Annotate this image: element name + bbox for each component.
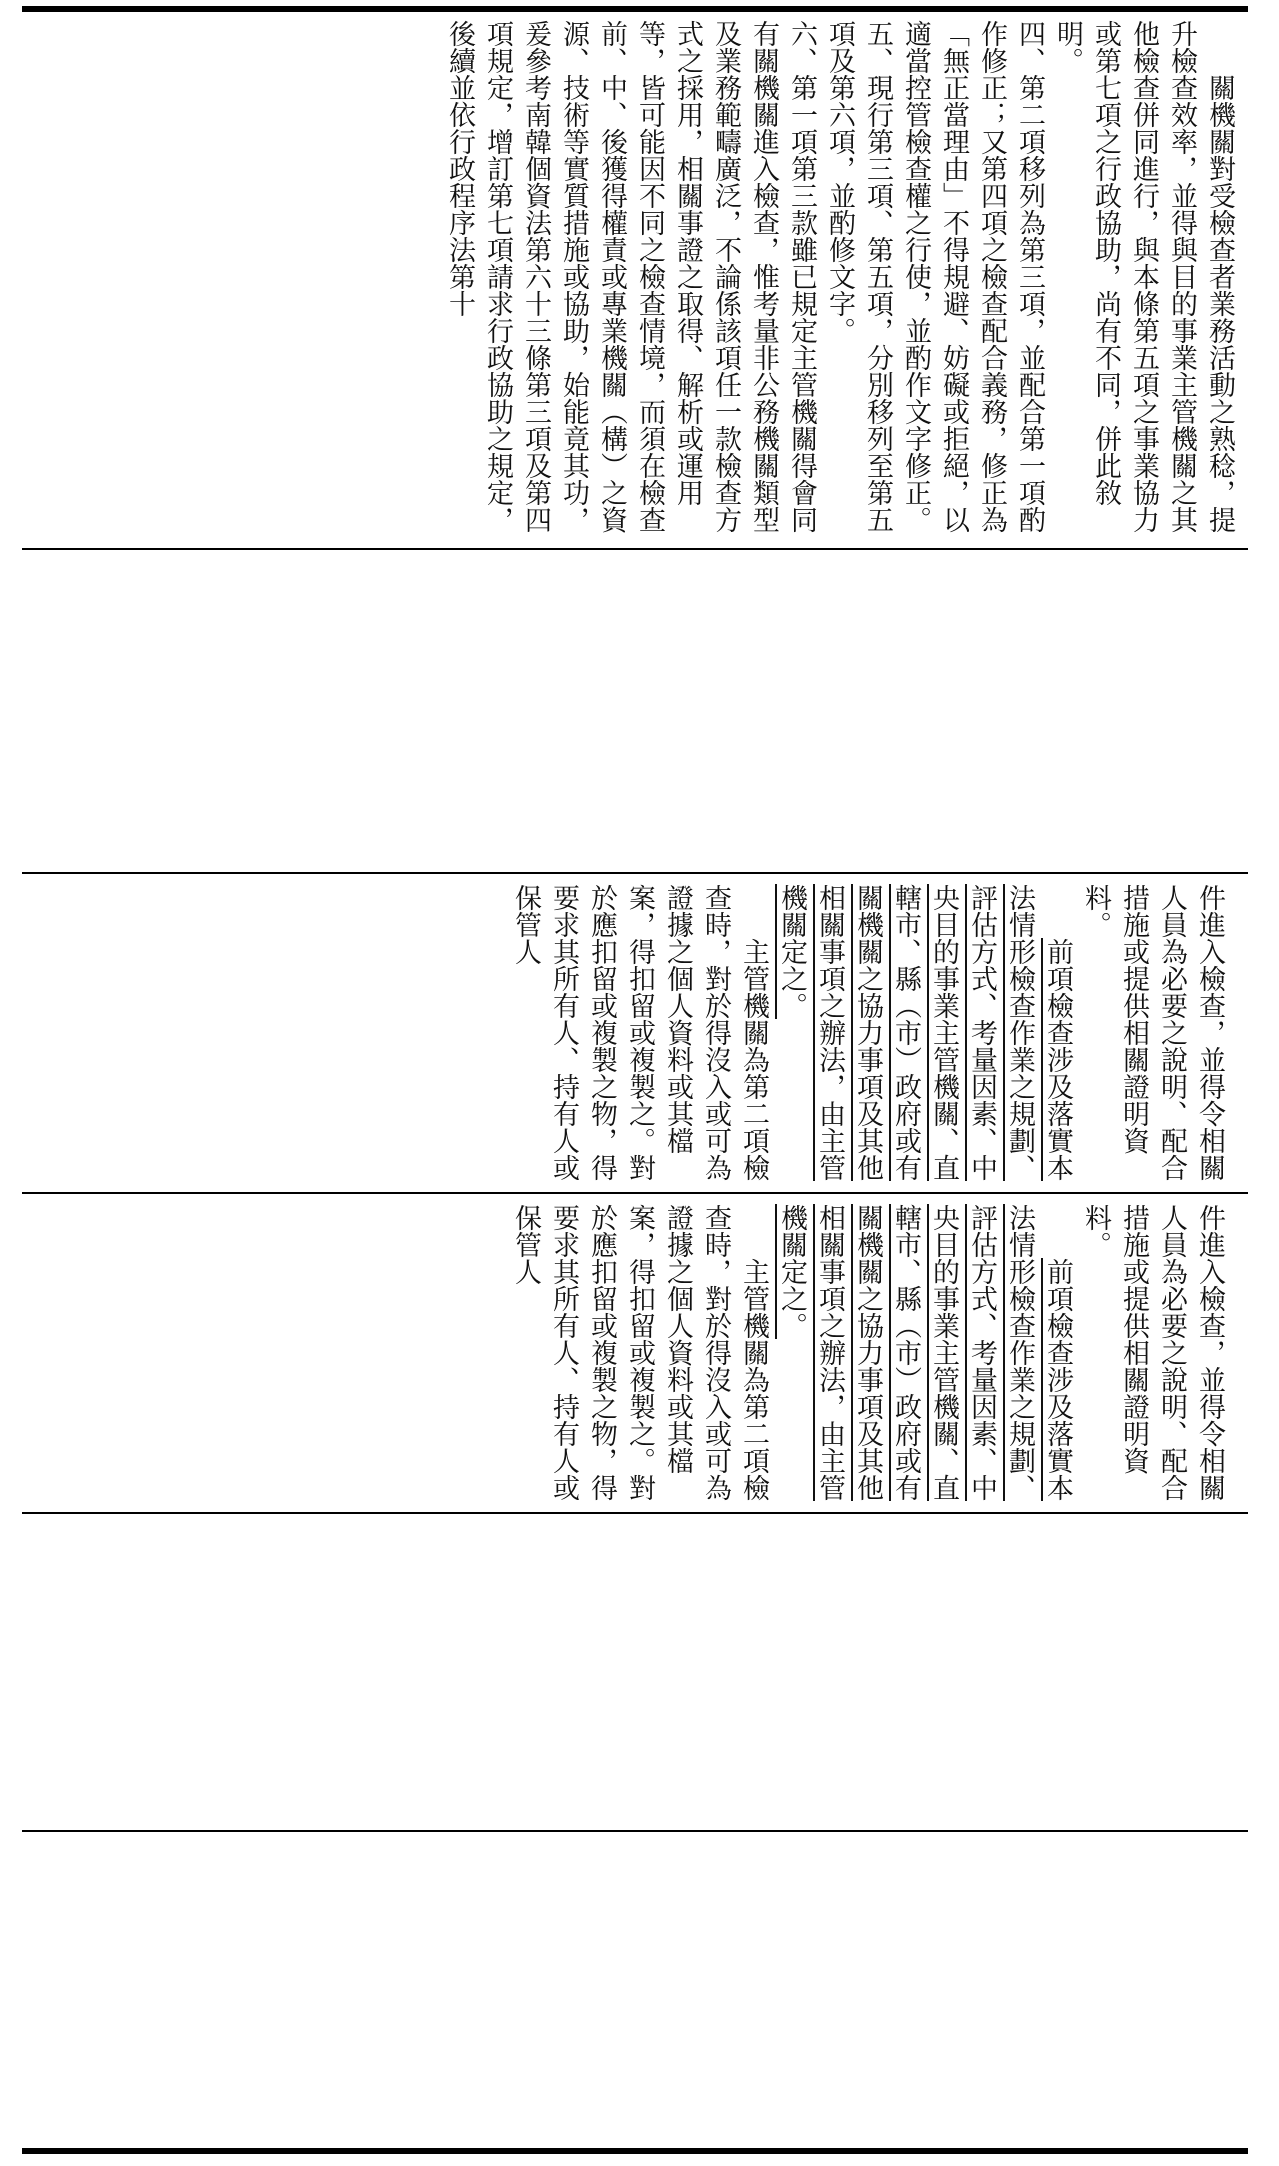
current-para-3: 主管機關為第二項檢查時，對於得沒入或可為證據之個人資料或其檔案，得扣留或複製之。對於應扣留或複製之物，得要求其所有人、持有人或保管人 <box>510 1204 769 1501</box>
band-divider-1 <box>22 548 1248 550</box>
explanation-para-1: 關機關對受檢查者業務活動之熟稔，提升檢查效率，並得與目的事業主管機關之其他檢查併同進行，與本條第五項之事業協力或第七項之行政協助，尚有不同，併此敘明。 <box>1052 20 1235 533</box>
band-divider-2 <box>22 872 1248 874</box>
band-divider-4 <box>22 1512 1248 1514</box>
band-divider-3 <box>22 1192 1248 1194</box>
explanation-band <box>22 20 1248 540</box>
bottom-rule <box>22 2148 1248 2154</box>
explanation-para-3: 五、現行第三項、第五項，分別移列至第五項及第六項，並酌修文字。 <box>824 20 893 533</box>
amended-provision-band <box>22 884 1248 1184</box>
current-para-2: 前項檢查涉及落實本法情形檢查作業之規劃、評估方式、考量因素、中央目的事業主管機關、直轄市、縣（市）政府或有關機關之協力事項及其他相關事項之辦法，由主管機關定之。 <box>776 1204 1073 1501</box>
explanation-para-4: 六、第一項第三款雖已規定主管機關得會同有關機關進入檢查，惟考量非公務機關類型及業務範疇廣泛，不論係該項任一款檢查方式之採用，相關事證之取得、解析或運用等，皆可能因不同之檢查情境，而須在檢查前、中、後獲得權責或專業機關（構）之資源、技術等實質措施或協助，始能竟其功，爰參考南韓個資法第六十三條第三項及第四項規定，增訂第七項請求行政協助之規定，後續並依行政程序法第十 <box>444 20 817 533</box>
current-provision-band <box>22 1204 1248 1504</box>
explanation-para-2: 四、第二項移列為第三項，並配合第一項酌作修正；又第四項之檢查配合義務，修正為「無正當理由」不得規避、妨礙或拒絕，以適當控管檢查權之行使，並酌作文字修正。 <box>900 20 1045 533</box>
top-rule <box>22 6 1248 12</box>
band-divider-5 <box>22 1830 1248 1832</box>
amended-provision-text <box>502 884 1228 1184</box>
amended-para-2: 前項檢查涉及落實本法情形檢查作業之規劃、評估方式、考量因素、中央目的事業主管機關、直轄市、縣（市）政府或有關機關之協力事項及其他相關事項之辦法，由主管機關定之。 <box>776 884 1073 1181</box>
explanation-text <box>62 20 1238 540</box>
current-provision-text <box>502 1204 1228 1504</box>
current-para-1: 件進入檢查，並得令相關人員為必要之說明、配合措施或提供相關證明資料。 <box>1080 1204 1225 1501</box>
amended-para-1: 件進入檢查，並得令相關人員為必要之說明、配合措施或提供相關證明資料。 <box>1080 884 1225 1181</box>
amended-para-3: 主管機關為第二項檢查時，對於得沒入或可為證據之個人資料或其檔案，得扣留或複製之。對於應扣留或複製之物，得要求其所有人、持有人或保管人 <box>510 884 769 1181</box>
